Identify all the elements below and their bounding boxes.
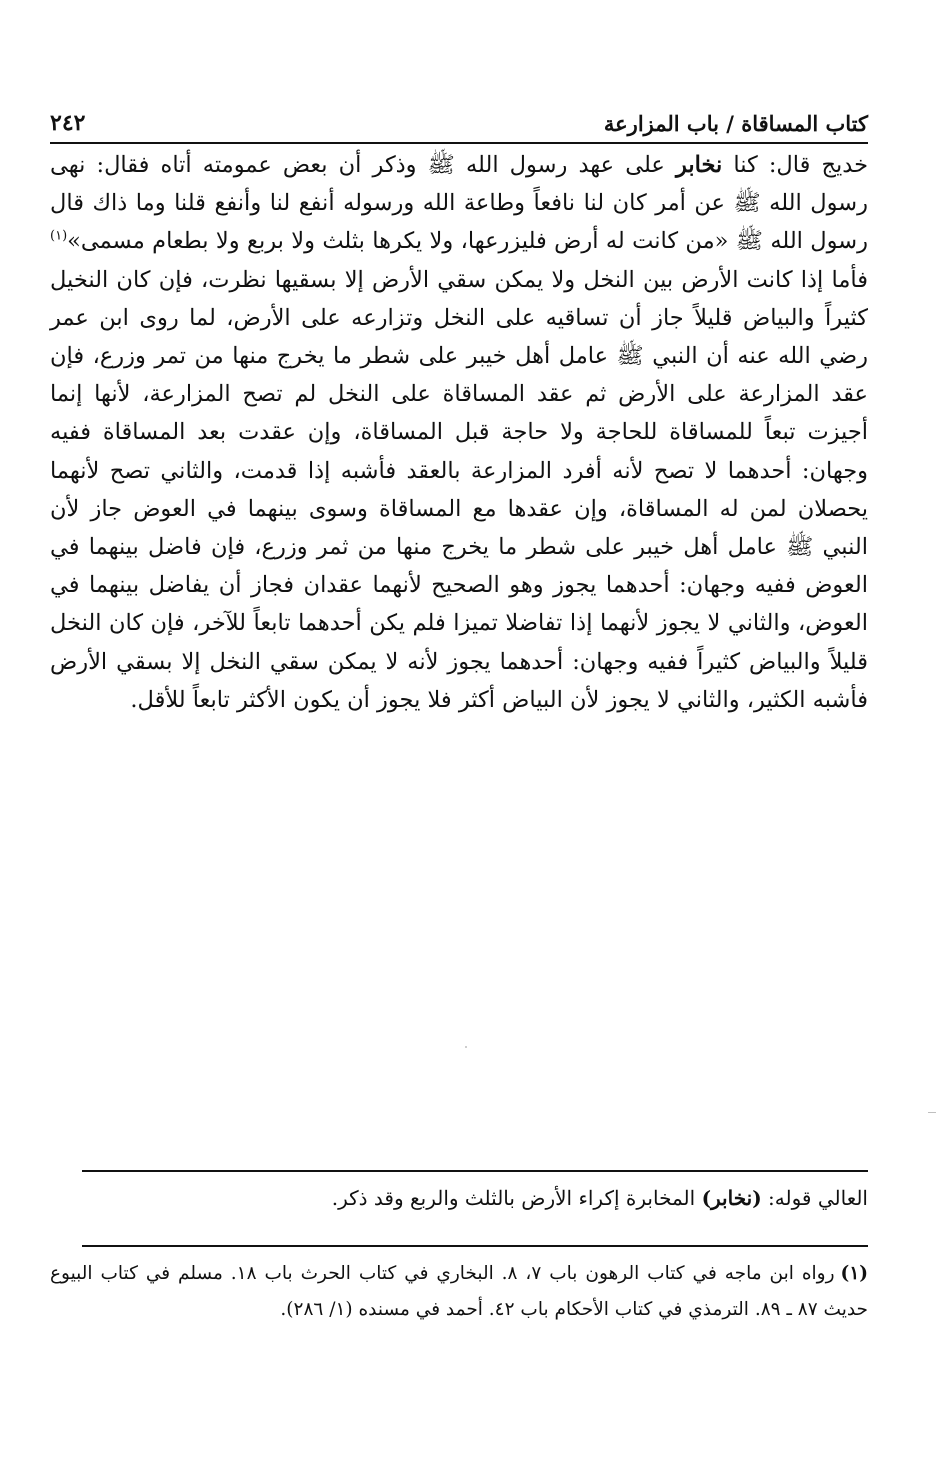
text-segment: فأما إذا كانت الأرض بين النخل ولا يمكن سقي الأرض إلا بسقيها نظرت، فإن كان النخيل كثيراً والبياض قليلاً جاز أن تساقيه على النخل وتزارعه على الأرض، لما روى ابن عمر رضي الله عنه أن النبي ﷺ عامل أهل خيبر على شطر ما يخرج منها من تمر وزرع، فإن عقد المزارعة على الأرض ثم عقد المساقاة على النخل لم تصح المزارعة، لأنها إنما أجيزت تبعاً للمساقاة للحاجة ولا حاجة قبل المساقاة، وإن عقدت بعد المساقاة ففيه وجهان: أحدهما لا تصح لأنه أفرد المزارعة بالعقد فأشبه إذا قدمت، والثاني تصح لأنهما يحصلان لمن له المساقاة، وإن عقدها مع المساقاة وسوى بينهما في العوض جاز لأن النبي ﷺ عامل أهل خيبر على شطر ما يخرج منها من ثمر وزرع، فإن فاضل بينهما في العوض ففيه وجهان: أحدهما يجوز وهو الصحيح لأنهما عقدان فجاز أن يفاضل بينهما في العوض، والثاني لا يجوز لأنهما إذا تفاضلا تميزا فلم يكن أحدهما تابعاً للآخر، فإن كان النخل قليلاً والبياض كثيراً ففيه وجهان: أحدهما يجوز لأنه لا يمكن سقي النخل إلا بسقي الأرض فأشبه الكثير، والثاني لا يجوز لأن البياض أكثر فلا يجوز أن يكون الأكثر تابعاً للأقل.	[50, 266, 868, 713]
gloss-prefix: العالي قوله:	[761, 1186, 868, 1210]
gloss-note	[50, 1180, 868, 1216]
gloss-separator-rule	[82, 1170, 868, 1172]
running-head	[50, 92, 868, 144]
scan-speck	[928, 1112, 936, 1113]
footnote-text: رواه ابن ماجه في كتاب الرهون باب ٧، ٨. البخاري في كتاب الحرث باب ١٨. مسلم في كتاب البيوع حديث ٨٧ ـ ٨٩. الترمذي في كتاب الأحكام باب ٤٢. أحمد في مسنده (١/ ٢٨٦).	[50, 1263, 868, 1320]
gloss-text: المخابرة إكراء الأرض بالثلث والربع وقد ذكر.	[331, 1186, 702, 1210]
section-title: كتاب المساقاة / باب المزارعة	[603, 111, 868, 136]
highlighted-term: نخابر	[675, 152, 723, 178]
text-segment: خديج قال: كنا	[722, 152, 868, 178]
footnote-separator-rule	[82, 1245, 868, 1247]
footnote	[50, 1256, 868, 1328]
scan-speck	[465, 1046, 467, 1048]
page-number: ٢٤٢	[50, 110, 86, 136]
footnote-reference[interactable]: (١)	[50, 228, 68, 244]
main-text	[50, 146, 868, 719]
text-segment: على عهد رسول الله ﷺ وذكر أن بعض عمومته أتاه فقال: نهى رسول الله ﷺ عن أمر كان لنا نافعاً وطاعة الله ورسوله أنفع لنا وأنفع قلنا وما ذاك قال رسول الله ﷺ «من كانت له أرض فليزرعها، ولا يكرها بثلث ولا بربع ولا بطعام مسمى»	[50, 152, 868, 255]
gloss-term: (نخابر)	[701, 1186, 762, 1210]
main-paragraph	[50, 146, 868, 719]
footnote-marker: (١)	[840, 1263, 869, 1284]
